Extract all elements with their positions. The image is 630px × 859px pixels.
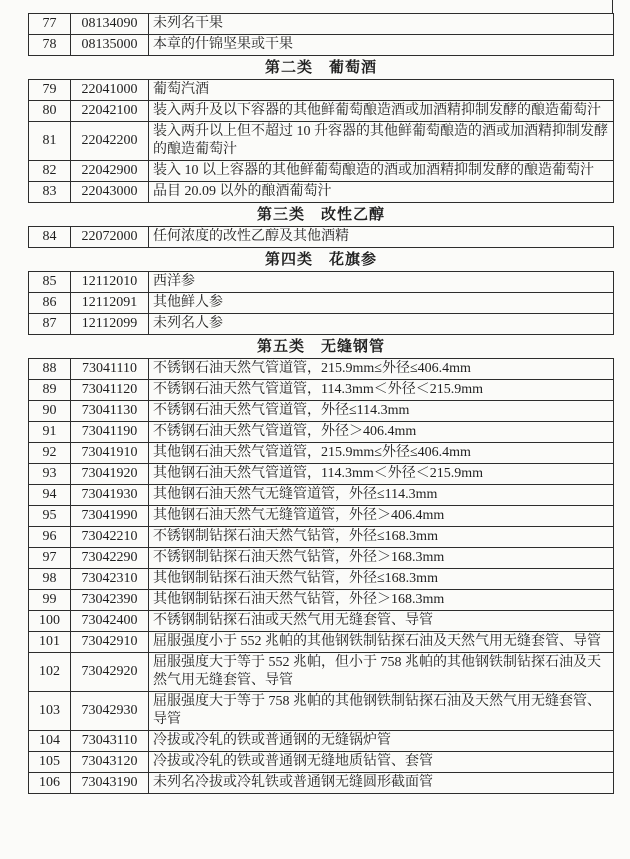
section-header-row	[29, 203, 614, 227]
section-header-label: 第五类 无缝钢管	[29, 335, 614, 359]
hs-code-cell: 73042930	[71, 692, 149, 731]
row-number-cell: 93	[29, 464, 71, 485]
description-cell: 不锈钢石油天然气管道管，外径＞406.4mm	[149, 422, 614, 443]
row-number-cell: 97	[29, 548, 71, 569]
table-row	[29, 692, 614, 731]
hs-code-cell: 73041130	[71, 401, 149, 422]
row-number-cell: 81	[29, 122, 71, 161]
hs-code-cell: 73041930	[71, 485, 149, 506]
description-cell: 品目 20.09 以外的酿酒葡萄汁	[149, 182, 614, 203]
description-cell: 葡萄汽酒	[149, 80, 614, 101]
hs-code-cell: 73041990	[71, 506, 149, 527]
hs-code-cell: 73041110	[71, 359, 149, 380]
table-row	[29, 359, 614, 380]
description-cell: 装入两升以上但不超过 10 升容器的其他鲜葡萄酿造的酒或加酒精抑制发酵的酿造葡萄汁	[149, 122, 614, 161]
table-row	[29, 35, 614, 56]
description-cell: 不锈钢石油天然气管道管，114.3mm＜外径＜215.9mm	[149, 380, 614, 401]
hs-code-cell: 22043000	[71, 182, 149, 203]
hs-code-cell: 22042900	[71, 161, 149, 182]
hs-code-cell: 73043110	[71, 731, 149, 752]
hs-table-body	[29, 14, 614, 794]
row-number-cell: 99	[29, 590, 71, 611]
description-cell: 屈服强度大于等于 552 兆帕，但小于 758 兆帕的其他钢铁制钻探石油及天然气用无缝套管、导管	[149, 653, 614, 692]
description-cell: 冷拔或冷轧的铁或普通钢无缝地质钻管、套管	[149, 752, 614, 773]
description-cell: 其他钢石油天然气管道管，114.3mm＜外径＜215.9mm	[149, 464, 614, 485]
table-row	[29, 464, 614, 485]
table-row	[29, 293, 614, 314]
table-row	[29, 380, 614, 401]
table-row	[29, 443, 614, 464]
table-row	[29, 485, 614, 506]
table-row	[29, 122, 614, 161]
row-number-cell: 95	[29, 506, 71, 527]
description-cell: 其他钢石油天然气无缝管道管，外径＞406.4mm	[149, 506, 614, 527]
row-number-cell: 100	[29, 611, 71, 632]
table-row	[29, 80, 614, 101]
description-cell: 其他鲜人参	[149, 293, 614, 314]
description-cell: 其他钢石油天然气管道管，215.9mm≤外径≤406.4mm	[149, 443, 614, 464]
hs-code-cell: 22042200	[71, 122, 149, 161]
description-cell: 其他钢石油天然气无缝管道管，外径≤114.3mm	[149, 485, 614, 506]
hs-code-cell: 12112010	[71, 272, 149, 293]
row-number-cell: 89	[29, 380, 71, 401]
description-cell: 不锈钢制钻探石油天然气钻管，外径≤168.3mm	[149, 527, 614, 548]
table-row	[29, 314, 614, 335]
hs-code-cell: 12112099	[71, 314, 149, 335]
row-number-cell: 82	[29, 161, 71, 182]
description-cell: 装入 10 以上容器的其他鲜葡萄酿造的酒或加酒精抑制发酵的酿造葡萄汁	[149, 161, 614, 182]
row-number-cell: 84	[29, 227, 71, 248]
section-header-label: 第三类 改性乙醇	[29, 203, 614, 227]
table-row	[29, 227, 614, 248]
description-cell: 未列名人参	[149, 314, 614, 335]
section-header-label: 第二类 葡萄酒	[29, 56, 614, 80]
description-cell: 任何浓度的改性乙醇及其他酒精	[149, 227, 614, 248]
description-cell: 冷拔或冷轧的铁或普通钢的无缝锅炉管	[149, 731, 614, 752]
row-number-cell: 78	[29, 35, 71, 56]
table-row	[29, 272, 614, 293]
previous-row-border-stub	[612, 0, 613, 14]
hs-code-table	[28, 13, 614, 794]
hs-code-cell: 73043120	[71, 752, 149, 773]
table-row	[29, 773, 614, 794]
description-cell: 不锈钢石油天然气管道管，外径≤114.3mm	[149, 401, 614, 422]
row-number-cell: 92	[29, 443, 71, 464]
hs-code-cell: 22041000	[71, 80, 149, 101]
table-row	[29, 527, 614, 548]
row-number-cell: 105	[29, 752, 71, 773]
hs-code-cell: 73043190	[71, 773, 149, 794]
description-cell: 其他钢制钻探石油天然气钻管，外径≤168.3mm	[149, 569, 614, 590]
hs-code-cell: 73041120	[71, 380, 149, 401]
hs-code-cell: 73042390	[71, 590, 149, 611]
table-row	[29, 569, 614, 590]
section-header-label: 第四类 花旗参	[29, 248, 614, 272]
description-cell: 屈服强度大于等于 758 兆帕的其他钢铁制钻探石油及天然气用无缝套管、导管	[149, 692, 614, 731]
row-number-cell: 79	[29, 80, 71, 101]
description-cell: 西洋参	[149, 272, 614, 293]
hs-code-cell: 12112091	[71, 293, 149, 314]
table-row	[29, 590, 614, 611]
hs-code-cell: 22042100	[71, 101, 149, 122]
row-number-cell: 98	[29, 569, 71, 590]
hs-code-cell: 73042920	[71, 653, 149, 692]
table-row	[29, 422, 614, 443]
hs-code-cell: 22072000	[71, 227, 149, 248]
row-number-cell: 87	[29, 314, 71, 335]
table-row	[29, 632, 614, 653]
hs-code-cell: 73041190	[71, 422, 149, 443]
description-cell: 其他钢制钻探石油天然气钻管，外径＞168.3mm	[149, 590, 614, 611]
table-row	[29, 14, 614, 35]
table-row	[29, 548, 614, 569]
description-cell: 不锈钢制钻探石油天然气钻管，外径＞168.3mm	[149, 548, 614, 569]
hs-code-cell: 08134090	[71, 14, 149, 35]
row-number-cell: 94	[29, 485, 71, 506]
row-number-cell: 80	[29, 101, 71, 122]
row-number-cell: 85	[29, 272, 71, 293]
table-row	[29, 506, 614, 527]
hs-code-cell: 73042210	[71, 527, 149, 548]
section-header-row	[29, 56, 614, 80]
section-header-row	[29, 248, 614, 272]
hs-code-cell: 73042310	[71, 569, 149, 590]
row-number-cell: 91	[29, 422, 71, 443]
table-row	[29, 731, 614, 752]
row-number-cell: 102	[29, 653, 71, 692]
table-row	[29, 161, 614, 182]
row-number-cell: 77	[29, 14, 71, 35]
row-number-cell: 101	[29, 632, 71, 653]
description-cell: 本章的什锦坚果或干果	[149, 35, 614, 56]
row-number-cell: 104	[29, 731, 71, 752]
hs-code-cell: 73041910	[71, 443, 149, 464]
table-row	[29, 611, 614, 632]
row-number-cell: 96	[29, 527, 71, 548]
table-row	[29, 401, 614, 422]
row-number-cell: 90	[29, 401, 71, 422]
table-row	[29, 182, 614, 203]
hs-code-cell: 73042400	[71, 611, 149, 632]
description-cell: 未列名冷拔或冷轧铁或普通钢无缝圆形截面管	[149, 773, 614, 794]
description-cell: 装入两升及以下容器的其他鲜葡萄酿造酒或加酒精抑制发酵的酿造葡萄汁	[149, 101, 614, 122]
hs-code-cell: 73042290	[71, 548, 149, 569]
row-number-cell: 106	[29, 773, 71, 794]
row-number-cell: 86	[29, 293, 71, 314]
description-cell: 屈服强度小于 552 兆帕的其他钢铁制钻探石油及天然气用无缝套管、导管	[149, 632, 614, 653]
section-header-row	[29, 335, 614, 359]
hs-code-cell: 73042910	[71, 632, 149, 653]
table-row	[29, 752, 614, 773]
hs-code-cell: 08135000	[71, 35, 149, 56]
table-row	[29, 101, 614, 122]
description-cell: 不锈钢制钻探石油或天然气用无缝套管、导管	[149, 611, 614, 632]
row-number-cell: 103	[29, 692, 71, 731]
description-cell: 不锈钢石油天然气管道管，215.9mm≤外径≤406.4mm	[149, 359, 614, 380]
table-row	[29, 653, 614, 692]
description-cell: 未列名干果	[149, 14, 614, 35]
row-number-cell: 83	[29, 182, 71, 203]
hs-code-cell: 73041920	[71, 464, 149, 485]
row-number-cell: 88	[29, 359, 71, 380]
